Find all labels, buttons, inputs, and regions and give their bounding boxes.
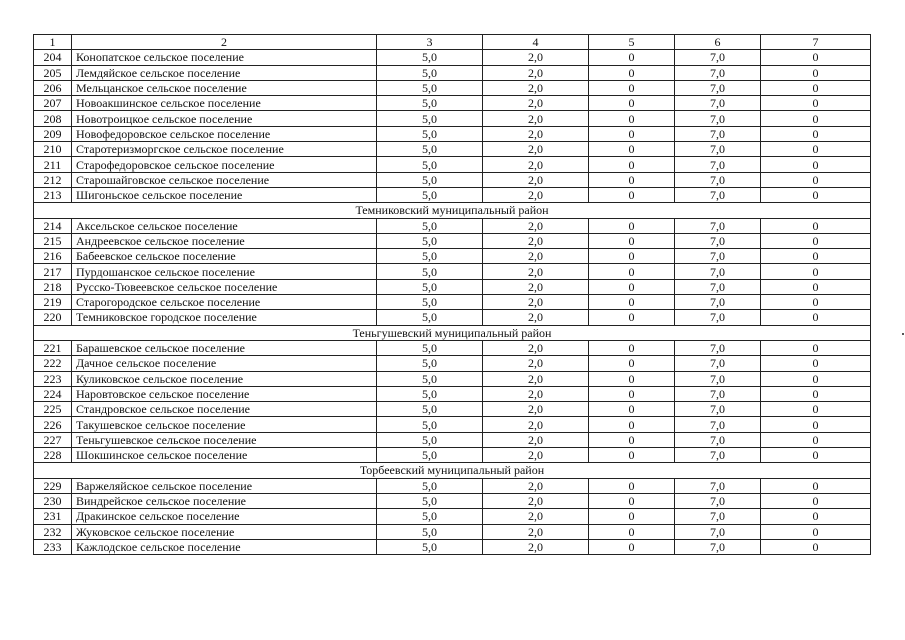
value-cell-col6: 7,0 [675,295,761,310]
settlement-name-cell: Аксельское сельское поселение [72,218,377,233]
settlement-name-cell: Бабеевское сельское поселение [72,249,377,264]
value-cell-col6: 7,0 [675,249,761,264]
value-cell-col3: 5,0 [377,417,483,432]
settlement-name-cell: Шокшинское сельское поселение [72,448,377,463]
value-cell-col3: 5,0 [377,187,483,202]
value-cell-col7: 0 [761,371,871,386]
settlement-name-cell: Новофедоровское сельское поселение [72,126,377,141]
value-cell-col3: 5,0 [377,493,483,508]
header-cell: 7 [761,35,871,50]
settlement-name-cell: Жуковское сельское поселение [72,524,377,539]
table-row [34,509,871,524]
table-row [34,80,871,95]
value-cell-col6: 7,0 [675,233,761,248]
row-number-cell: 231 [34,509,72,524]
value-cell-col7: 0 [761,65,871,80]
value-cell-col5: 0 [589,50,675,65]
row-number-cell: 208 [34,111,72,126]
row-number-cell: 216 [34,249,72,264]
value-cell-col5: 0 [589,524,675,539]
value-cell-col3: 5,0 [377,157,483,172]
value-cell-col3: 5,0 [377,172,483,187]
value-cell-col5: 0 [589,264,675,279]
row-number-cell: 224 [34,386,72,401]
value-cell-col5: 0 [589,402,675,417]
value-cell-col6: 7,0 [675,279,761,294]
value-cell-col5: 0 [589,340,675,355]
value-cell-col7: 0 [761,386,871,401]
section-title: Теньгушевский муниципальный район [34,325,871,340]
settlement-name-cell: Лемдяйское сельское поселение [72,65,377,80]
value-cell-col6: 7,0 [675,340,761,355]
value-cell-col5: 0 [589,80,675,95]
value-cell-col3: 5,0 [377,279,483,294]
row-number-cell: 211 [34,157,72,172]
settlement-name-cell: Кажлодское сельское поселение [72,539,377,554]
value-cell-col7: 0 [761,233,871,248]
value-cell-col6: 7,0 [675,65,761,80]
value-cell-col7: 0 [761,402,871,417]
value-cell-col7: 0 [761,111,871,126]
value-cell-col7: 0 [761,157,871,172]
value-cell-col7: 0 [761,493,871,508]
value-cell-col4: 2,0 [483,295,589,310]
settlements-table [33,34,871,555]
settlement-name-cell: Старофедоровское сельское поселение [72,157,377,172]
value-cell-col5: 0 [589,218,675,233]
value-cell-col7: 0 [761,295,871,310]
value-cell-col7: 0 [761,264,871,279]
scan-speck [902,333,904,335]
value-cell-col4: 2,0 [483,65,589,80]
value-cell-col4: 2,0 [483,187,589,202]
section-title: Темниковский муниципальный район [34,203,871,218]
value-cell-col6: 7,0 [675,50,761,65]
settlement-name-cell: Андреевское сельское поселение [72,233,377,248]
value-cell-col7: 0 [761,448,871,463]
value-cell-col3: 5,0 [377,218,483,233]
row-number-cell: 222 [34,356,72,371]
table-row [34,50,871,65]
value-cell-col3: 5,0 [377,386,483,401]
value-cell-col3: 5,0 [377,356,483,371]
value-cell-col4: 2,0 [483,356,589,371]
row-number-cell: 209 [34,126,72,141]
row-number-cell: 227 [34,432,72,447]
row-number-cell: 233 [34,539,72,554]
value-cell-col4: 2,0 [483,80,589,95]
settlement-name-cell: Варжеляйское сельское поселение [72,478,377,493]
value-cell-col3: 5,0 [377,233,483,248]
settlement-name-cell: Такушевское сельское поселение [72,417,377,432]
value-cell-col4: 2,0 [483,142,589,157]
value-cell-col6: 7,0 [675,126,761,141]
row-number-cell: 230 [34,493,72,508]
value-cell-col7: 0 [761,478,871,493]
settlement-name-cell: Старошайговское сельское поселение [72,172,377,187]
value-cell-col3: 5,0 [377,371,483,386]
value-cell-col7: 0 [761,50,871,65]
value-cell-col7: 0 [761,80,871,95]
value-cell-col4: 2,0 [483,340,589,355]
row-number-cell: 228 [34,448,72,463]
table-row [34,448,871,463]
value-cell-col6: 7,0 [675,264,761,279]
table-row [34,295,871,310]
value-cell-col4: 2,0 [483,371,589,386]
value-cell-col6: 7,0 [675,539,761,554]
value-cell-col6: 7,0 [675,493,761,508]
header-cell: 4 [483,35,589,50]
value-cell-col5: 0 [589,478,675,493]
value-cell-col7: 0 [761,340,871,355]
table-row [34,478,871,493]
value-cell-col7: 0 [761,96,871,111]
table-row [34,157,871,172]
value-cell-col4: 2,0 [483,524,589,539]
section-title: Торбеевский муниципальный район [34,463,871,478]
value-cell-col6: 7,0 [675,111,761,126]
value-cell-col4: 2,0 [483,264,589,279]
value-cell-col5: 0 [589,157,675,172]
value-cell-col7: 0 [761,417,871,432]
value-cell-col3: 5,0 [377,448,483,463]
value-cell-col7: 0 [761,187,871,202]
value-cell-col6: 7,0 [675,386,761,401]
row-number-cell: 219 [34,295,72,310]
table-row [34,126,871,141]
table-row [34,432,871,447]
value-cell-col5: 0 [589,432,675,447]
value-cell-col7: 0 [761,310,871,325]
value-cell-col3: 5,0 [377,340,483,355]
settlement-name-cell: Барашевское сельское поселение [72,340,377,355]
value-cell-col7: 0 [761,279,871,294]
value-cell-col5: 0 [589,493,675,508]
value-cell-col3: 5,0 [377,402,483,417]
table-row [34,493,871,508]
value-cell-col7: 0 [761,524,871,539]
table-row [34,524,871,539]
value-cell-col5: 0 [589,249,675,264]
header-cell: 1 [34,35,72,50]
value-cell-col5: 0 [589,142,675,157]
value-cell-col6: 7,0 [675,96,761,111]
value-cell-col6: 7,0 [675,142,761,157]
value-cell-col5: 0 [589,233,675,248]
value-cell-col3: 5,0 [377,65,483,80]
value-cell-col4: 2,0 [483,493,589,508]
value-cell-col4: 2,0 [483,417,589,432]
value-cell-col5: 0 [589,386,675,401]
row-number-cell: 204 [34,50,72,65]
settlement-name-cell: Новотроицкое сельское поселение [72,111,377,126]
value-cell-col4: 2,0 [483,111,589,126]
table-row [34,402,871,417]
settlement-name-cell: Старогородское сельское поселение [72,295,377,310]
settlement-name-cell: Конопатское сельское поселение [72,50,377,65]
row-number-cell: 214 [34,218,72,233]
value-cell-col7: 0 [761,539,871,554]
value-cell-col4: 2,0 [483,218,589,233]
settlement-name-cell: Мельцанское сельское поселение [72,80,377,95]
table-row [34,310,871,325]
value-cell-col7: 0 [761,172,871,187]
value-cell-col3: 5,0 [377,142,483,157]
settlement-name-cell: Темниковское городское поселение [72,310,377,325]
value-cell-col4: 2,0 [483,50,589,65]
value-cell-col3: 5,0 [377,310,483,325]
value-cell-col5: 0 [589,111,675,126]
value-cell-col3: 5,0 [377,50,483,65]
value-cell-col6: 7,0 [675,432,761,447]
table-row [34,111,871,126]
value-cell-col6: 7,0 [675,157,761,172]
row-number-cell: 215 [34,233,72,248]
table-row [34,233,871,248]
value-cell-col3: 5,0 [377,80,483,95]
header-cell: 6 [675,35,761,50]
table-body [34,35,871,555]
table-row [34,279,871,294]
section-row [34,325,871,340]
settlement-name-cell: Виндрейское сельское поселение [72,493,377,508]
value-cell-col3: 5,0 [377,295,483,310]
value-cell-col3: 5,0 [377,478,483,493]
row-number-cell: 223 [34,371,72,386]
value-cell-col6: 7,0 [675,402,761,417]
header-cell: 3 [377,35,483,50]
table-row [34,371,871,386]
table-row [34,172,871,187]
table-row [34,218,871,233]
value-cell-col5: 0 [589,417,675,432]
row-number-cell: 232 [34,524,72,539]
value-cell-col7: 0 [761,218,871,233]
section-row [34,203,871,218]
row-number-cell: 207 [34,96,72,111]
settlement-name-cell: Стандровское сельское поселение [72,402,377,417]
value-cell-col3: 5,0 [377,111,483,126]
row-number-cell: 212 [34,172,72,187]
value-cell-col4: 2,0 [483,96,589,111]
settlement-name-cell: Теньгушевское сельское поселение [72,432,377,447]
row-number-cell: 220 [34,310,72,325]
table-row [34,187,871,202]
row-number-cell: 225 [34,402,72,417]
value-cell-col6: 7,0 [675,80,761,95]
row-number-cell: 229 [34,478,72,493]
value-cell-col3: 5,0 [377,524,483,539]
value-cell-col5: 0 [589,279,675,294]
value-cell-col5: 0 [589,448,675,463]
value-cell-col5: 0 [589,371,675,386]
row-number-cell: 213 [34,187,72,202]
table-row [34,539,871,554]
value-cell-col4: 2,0 [483,478,589,493]
table-row [34,96,871,111]
settlement-name-cell: Наровтовское сельское поселение [72,386,377,401]
table-row [34,264,871,279]
table-row [34,356,871,371]
value-cell-col3: 5,0 [377,264,483,279]
row-number-cell: 206 [34,80,72,95]
section-row [34,463,871,478]
settlement-name-cell: Дракинское сельское поселение [72,509,377,524]
table-row [34,249,871,264]
row-number-cell: 221 [34,340,72,355]
table-row [34,417,871,432]
value-cell-col4: 2,0 [483,126,589,141]
settlement-name-cell: Новоакшинское сельское поселение [72,96,377,111]
value-cell-col5: 0 [589,187,675,202]
table-row [34,340,871,355]
header-cell: 2 [72,35,377,50]
value-cell-col4: 2,0 [483,249,589,264]
value-cell-col6: 7,0 [675,417,761,432]
value-cell-col3: 5,0 [377,96,483,111]
table-row [34,142,871,157]
value-cell-col6: 7,0 [675,172,761,187]
value-cell-col6: 7,0 [675,310,761,325]
value-cell-col6: 7,0 [675,187,761,202]
value-cell-col3: 5,0 [377,126,483,141]
value-cell-col4: 2,0 [483,157,589,172]
value-cell-col6: 7,0 [675,524,761,539]
value-cell-col4: 2,0 [483,310,589,325]
value-cell-col4: 2,0 [483,172,589,187]
settlement-name-cell: Шигоньское сельское поселение [72,187,377,202]
value-cell-col4: 2,0 [483,402,589,417]
value-cell-col5: 0 [589,126,675,141]
header-row [34,35,871,50]
settlement-name-cell: Куликовское сельское поселение [72,371,377,386]
value-cell-col6: 7,0 [675,448,761,463]
value-cell-col5: 0 [589,65,675,80]
settlement-name-cell: Русско-Тювеевское сельское поселение [72,279,377,294]
value-cell-col6: 7,0 [675,478,761,493]
value-cell-col5: 0 [589,295,675,310]
value-cell-col5: 0 [589,96,675,111]
row-number-cell: 210 [34,142,72,157]
value-cell-col7: 0 [761,432,871,447]
value-cell-col7: 0 [761,249,871,264]
value-cell-col4: 2,0 [483,279,589,294]
value-cell-col3: 5,0 [377,249,483,264]
value-cell-col3: 5,0 [377,432,483,447]
settlement-name-cell: Дачное сельское поселение [72,356,377,371]
value-cell-col5: 0 [589,539,675,554]
value-cell-col5: 0 [589,509,675,524]
value-cell-col4: 2,0 [483,539,589,554]
settlement-name-cell: Старотеризморгское сельское поселение [72,142,377,157]
value-cell-col4: 2,0 [483,509,589,524]
value-cell-col5: 0 [589,356,675,371]
header-cell: 5 [589,35,675,50]
row-number-cell: 226 [34,417,72,432]
table-row [34,65,871,80]
value-cell-col5: 0 [589,172,675,187]
value-cell-col6: 7,0 [675,371,761,386]
value-cell-col7: 0 [761,142,871,157]
value-cell-col7: 0 [761,509,871,524]
settlement-name-cell: Пурдошанское сельское поселение [72,264,377,279]
value-cell-col4: 2,0 [483,233,589,248]
value-cell-col4: 2,0 [483,386,589,401]
value-cell-col6: 7,0 [675,218,761,233]
value-cell-col7: 0 [761,126,871,141]
value-cell-col5: 0 [589,310,675,325]
row-number-cell: 205 [34,65,72,80]
value-cell-col3: 5,0 [377,509,483,524]
row-number-cell: 217 [34,264,72,279]
row-number-cell: 218 [34,279,72,294]
value-cell-col6: 7,0 [675,509,761,524]
value-cell-col6: 7,0 [675,356,761,371]
value-cell-col3: 5,0 [377,539,483,554]
value-cell-col7: 0 [761,356,871,371]
value-cell-col4: 2,0 [483,432,589,447]
value-cell-col4: 2,0 [483,448,589,463]
table-row [34,386,871,401]
